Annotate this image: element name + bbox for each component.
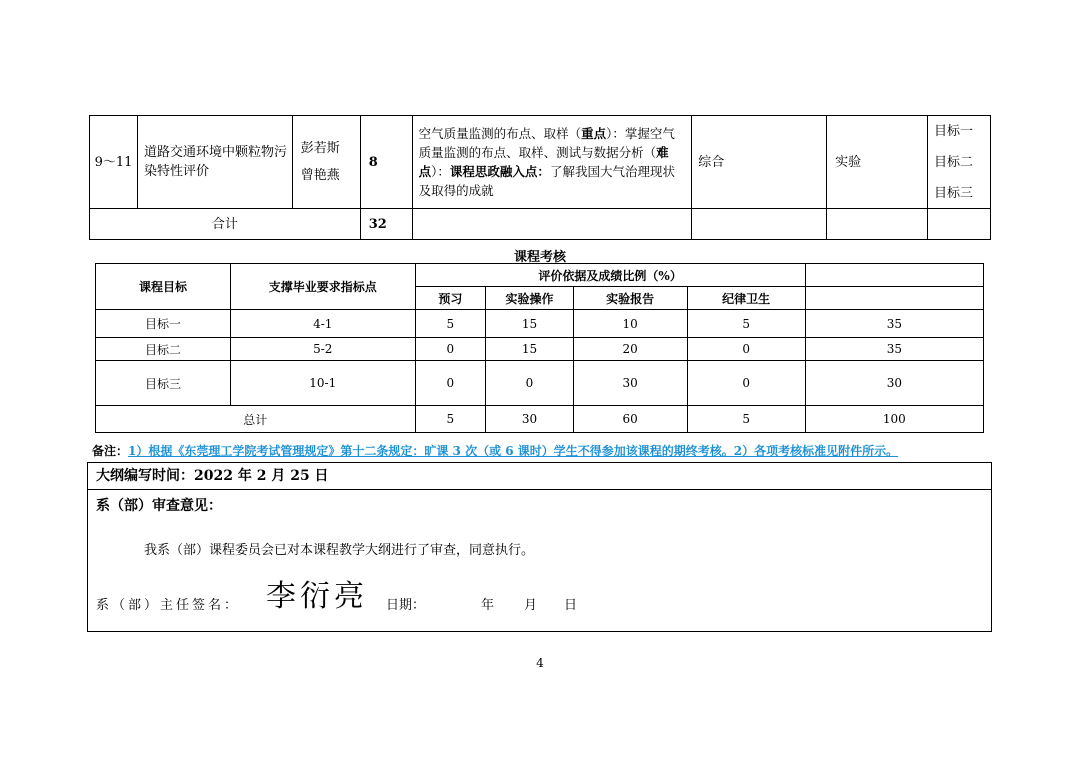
goal-item: 目标三 xyxy=(934,185,974,201)
sum-total: 100 xyxy=(805,406,983,433)
total-cell: 35 xyxy=(805,310,983,338)
empty-cell xyxy=(692,209,827,240)
assessment-title: 课程考核 xyxy=(513,250,566,265)
empty-cell xyxy=(412,209,692,240)
sum-label: 总计 xyxy=(96,406,416,433)
year-label: 年 xyxy=(481,598,495,613)
page-number: 4 xyxy=(536,656,544,670)
operation-cell: 15 xyxy=(486,310,574,338)
report-cell: 30 xyxy=(573,361,687,406)
schedule-table xyxy=(89,115,991,240)
total-cell: 30 xyxy=(805,361,983,406)
hours-cell: 8 xyxy=(360,116,412,209)
review-opinion: 我系（部）课程委员会已对本课程教学大纲进行了审查，同意执行。 xyxy=(144,543,535,558)
sum-report: 60 xyxy=(573,406,687,433)
total-cell: 35 xyxy=(805,338,983,361)
header-empty xyxy=(805,287,983,310)
header-report: 实验报告 xyxy=(573,287,687,310)
week-cell: 9～11 xyxy=(90,116,138,209)
empty-cell xyxy=(928,209,991,240)
content-text: ）：掌握空气质量监测的布点、取样、测试与数据分析（ xyxy=(418,126,675,160)
table-row xyxy=(96,310,984,338)
outline-date: 大纲编写时间：2022 年 2 月 25 日 xyxy=(88,463,991,490)
assessment-table xyxy=(95,263,984,433)
preview-cell: 5 xyxy=(415,310,486,338)
goal-item: 目标二 xyxy=(934,154,974,170)
content-text: 了解我国大气治理现状及取得的成就 xyxy=(418,164,675,198)
report-cell: 10 xyxy=(573,310,687,338)
content-text: 空气质量监测的布点、取样（ xyxy=(418,126,582,141)
report-cell: 20 xyxy=(573,338,687,361)
day-label: 日 xyxy=(564,598,578,613)
date-label: 日期： xyxy=(386,598,426,613)
table-row xyxy=(96,361,984,406)
schedule-total-row xyxy=(90,209,991,240)
assessment-header-row xyxy=(96,264,984,287)
goal-cell: 目标一 xyxy=(96,310,231,338)
discipline-cell: 0 xyxy=(687,338,805,361)
header-empty xyxy=(805,264,983,287)
discipline-cell: 0 xyxy=(687,361,805,406)
teacher-name: 曾艳燕 xyxy=(300,168,340,183)
discipline-cell: 5 xyxy=(687,310,805,338)
signature-label: 系（部）主任签名： xyxy=(96,598,241,613)
key-point: 重点 xyxy=(581,126,607,141)
header-indicator: 支撑毕业要求指标点 xyxy=(230,264,415,310)
month-label: 月 xyxy=(524,598,538,613)
sum-operation: 30 xyxy=(486,406,574,433)
total-hours: 32 xyxy=(360,209,412,240)
sum-preview: 5 xyxy=(415,406,486,433)
indicator-cell: 5-2 xyxy=(230,338,415,361)
review-title: 系（部）审查意见： xyxy=(96,498,222,514)
header-preview: 预习 xyxy=(415,287,486,310)
ideology-point: 课程思政融入点： xyxy=(449,164,550,179)
goal-cell: 目标二 xyxy=(96,338,231,361)
header-discipline: 纪律卫生 xyxy=(687,287,805,310)
goal-cell: 目标三 xyxy=(96,361,231,406)
sum-discipline: 5 xyxy=(687,406,805,433)
operation-cell: 15 xyxy=(486,338,574,361)
teacher-name: 彭若斯 xyxy=(300,141,340,156)
sum-row xyxy=(96,406,984,433)
schedule-row xyxy=(90,116,991,209)
table-row xyxy=(96,338,984,361)
content-cell xyxy=(412,116,692,209)
remark-label: 备注： xyxy=(92,444,129,458)
total-label: 合计 xyxy=(90,209,361,240)
indicator-cell: 10-1 xyxy=(230,361,415,406)
preview-cell: 0 xyxy=(415,338,486,361)
header-basis: 评价依据及成绩比例（%） xyxy=(415,264,805,287)
difficult-point: 难点 xyxy=(418,145,669,179)
header-operation: 实验操作 xyxy=(486,287,574,310)
empty-cell xyxy=(827,209,928,240)
goals-cell xyxy=(928,116,991,209)
method-cell: 实验 xyxy=(827,116,928,209)
indicator-cell: 4-1 xyxy=(230,310,415,338)
remark-text: 1）根据《东莞理工学院考试管理规定》第十二条规定：旷课 3 次（或 6 课时）学生不得参加该课程的期终考核。2）各项考核标准见附件所示。 xyxy=(128,444,899,458)
type-cell: 综合 xyxy=(692,116,827,209)
review-box xyxy=(87,462,992,632)
content-text: ）： xyxy=(431,164,450,179)
operation-cell: 0 xyxy=(486,361,574,406)
teachers-cell xyxy=(292,116,360,209)
topic-cell: 道路交通环境中颗粒物污染特性评价 xyxy=(137,116,292,209)
goal-item: 目标一 xyxy=(934,123,974,139)
handwritten-signature: 李衍亮 xyxy=(266,579,368,614)
preview-cell: 0 xyxy=(415,361,486,406)
remark xyxy=(92,442,898,459)
header-goal: 课程目标 xyxy=(96,264,231,310)
